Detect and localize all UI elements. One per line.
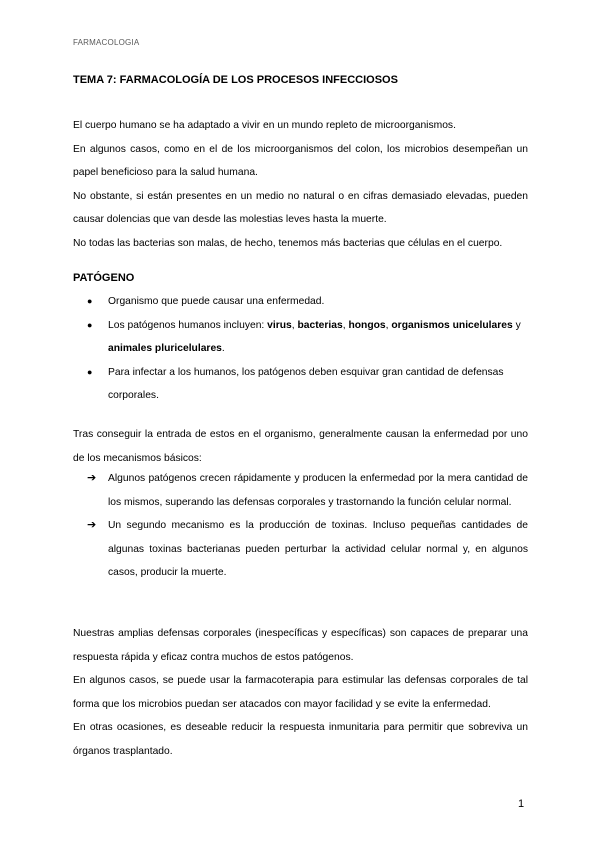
bullet-text: Para infectar a los humanos, los patógenos deben esquivar gran cantidad de defensas corporales.	[108, 366, 504, 402]
term-organismos-unicelulares: organismos unicelulares	[391, 319, 513, 331]
list-item	[73, 290, 528, 314]
term-animales-pluricelulares: animales pluricelulares	[108, 343, 222, 355]
list-item	[73, 361, 528, 408]
patogeno-bullet-list	[73, 290, 528, 408]
mechanism-text: Un segundo mecanismo es la producción de toxinas. Incluso pequeñas cantidades de algunas toxinas bacterianas pueden perturbar la actividad celular normal y, en algunos casos, producir la muerte.	[108, 520, 528, 579]
closing-section	[73, 622, 528, 764]
term-virus: virus	[267, 319, 292, 331]
intro-paragraph-3: No obstante, si están presentes en un medio no natural o en cifras demasiado elevadas, pueden causar dolencias que van desde las molestias leves hasta la muerte.	[73, 190, 528, 226]
closing-paragraph-3: En otras ocasiones, es deseable reducir la respuesta inmunitaria para permitir que sobreviva un órganos trasplantado.	[73, 722, 528, 757]
term-bacterias: bacterias	[297, 319, 343, 331]
bullet-text-pre: Los patógenos humanos incluyen:	[108, 319, 268, 331]
bullet-icon: ●	[87, 319, 93, 330]
intro-paragraph-2: En algunos casos, como en el de los microorganismos del colon, los microbios desempeñan un papel beneficioso para la salud humana.	[73, 143, 528, 179]
arrow-right-icon: ➔	[87, 472, 97, 484]
page-title: TEMA 7: FARMACOLOGÍA DE LOS PROCESOS INFECCIOSOS	[73, 74, 398, 86]
mechanisms-intro-paragraph: Tras conseguir la entrada de estos en el organismo, generalmente causan la enfermedad por uno de los mecanismos básicos:	[73, 429, 528, 464]
intro-paragraph-1: El cuerpo humano se ha adaptado a vivir en un mundo repleto de microorganismos.	[73, 120, 456, 131]
closing-paragraph-2: En algunos casos, se puede usar la farmacoterapia para estimular las defensas corporales de tal forma que los microbios puedan ser atacados con mayor facilidad y se evite la enfermedad.	[73, 675, 528, 710]
list-item	[73, 314, 528, 361]
mechanisms-list	[73, 467, 528, 585]
mechanisms-intro	[73, 423, 528, 470]
separator: ,	[291, 319, 298, 331]
page-number: 1	[518, 798, 525, 810]
closing-paragraph-1: Nuestras amplias defensas corporales (inespecíficas y específicas) son capaces de preparar una respuesta rápida y eficaz contra muchos de estos patógenos.	[73, 628, 528, 663]
intro-paragraph-4: No todas las bacterias son malas, de hecho, tenemos más bacterias que células en el cuerpo.	[73, 237, 503, 249]
bullet-icon: ●	[87, 296, 93, 306]
term-hongos: hongos	[348, 319, 386, 331]
running-header: FARMACOLOGIA	[73, 38, 140, 47]
list-item	[73, 467, 528, 514]
bullet-text: Organismo que puede causar una enfermedad.	[108, 296, 325, 307]
arrow-right-icon: ➔	[87, 519, 97, 532]
separator: ,	[342, 319, 349, 331]
separator: ,	[385, 319, 392, 331]
list-item	[73, 514, 528, 585]
separator: y	[512, 319, 521, 331]
bullet-icon: ●	[87, 366, 93, 377]
intro-section	[73, 114, 528, 256]
section-heading-patogeno: PATÓGENO	[73, 272, 135, 284]
mechanism-text: Algunos patógenos crecen rápidamente y producen la enfermedad por la mera cantidad de los mismos, superando las defensas corporales y trastornando la función celular normal.	[108, 473, 528, 508]
separator: .	[221, 343, 225, 355]
